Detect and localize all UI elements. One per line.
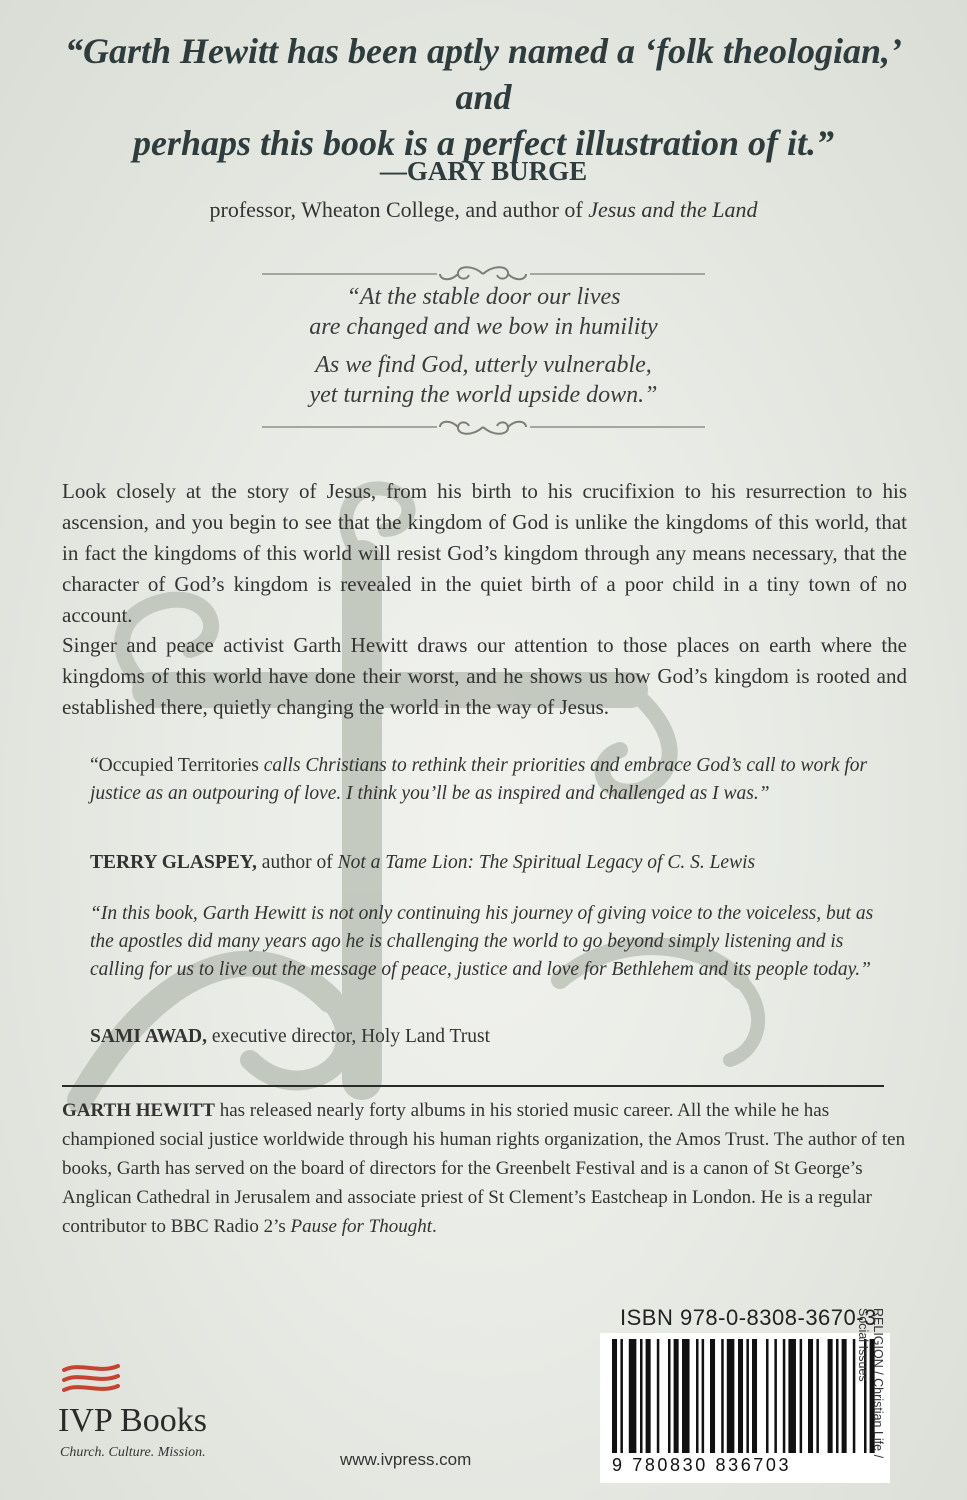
poem-stanza-1 — [100, 282, 867, 342]
endorsement-1-attribution — [90, 852, 900, 874]
lead-attribution-prefix: professor, Wheaton College, and author of — [209, 197, 589, 222]
author-bio-suffix: . — [431, 1216, 437, 1237]
lead-attribution-credentials — [60, 197, 907, 223]
author-bio — [62, 1096, 907, 1241]
lead-attribution-book-title: Jesus and the Land — [588, 197, 758, 222]
poem-line-2: are changed and we bow in humility — [309, 314, 658, 340]
endorsement-1-quote — [90, 752, 900, 808]
endorsement-2-text: “In this book, Garth Hewitt is not only continuing his journey of giving voice to the voiceless, but as the apostles did many years ago he is challenging the world to go beyond simply listening and is calling for us to live out the message of peace, justice and love for Bethlehem and its people today.” — [90, 903, 874, 980]
poem-line-4: yet turning the world upside down.” — [309, 382, 658, 408]
ornament-bottom-divider — [262, 415, 705, 439]
poem-line-1: “At the stable door our lives — [346, 284, 621, 310]
endorsement-1-role-prefix: author of — [256, 852, 338, 873]
endorsement-2-attribution — [90, 1026, 900, 1048]
endorsement-1-role-title: Not a Tame Lion: The Spiritual Legacy of C. S. Lewis — [337, 852, 756, 873]
lead-quote-line-1: “Garth Hewitt has been aptly named a ‘folk theologian,’ and — [64, 31, 903, 117]
category-line-2: Social Issues — [856, 1308, 870, 1382]
isbn-label: ISBN 978-0-8308-3670-3 — [620, 1305, 877, 1330]
author-bio-text: has released nearly forty albums in his storied music career. All the while he has championed social justice worldwide through his human rights organization, the Amos Trust. The author of ten books, Garth has served on the board of directors for the Greenbelt Festival and is a canon of St George’s Anglican Cathedral in Jerusalem and associate priest of St Clement’s Eastcheap in London. He is a regular contributor to BBC Radio 2’s — [62, 1100, 906, 1237]
endorsement-2-role: executive director, Holy Land Trust — [207, 1026, 491, 1047]
author-bio-show-title: Pause for Thought — [290, 1216, 432, 1237]
endorsement-1-book-title: “Occupied Territories — [90, 755, 259, 776]
lead-endorsement-quote — [60, 28, 907, 166]
category-label — [855, 1308, 885, 1488]
description-paragraph-2: Singer and peace activist Garth Hewitt draws our attention to those places on earth where the kingdoms of this world have done their worst, and he shows us how God’s kingdom is rooted and established there, quietly changing the world in the way of Jesus. — [62, 633, 907, 719]
endorsement-2-name: SAMI AWAD, — [90, 1026, 208, 1047]
lead-attribution: —GARY BURGE — [379, 156, 588, 186]
publisher-url[interactable]: www.ivpress.com — [340, 1450, 472, 1469]
lead-quote-line-2: perhaps this book is a perfect illustration of it.” — [132, 123, 835, 163]
publisher-tagline: Church. Culture. Mission. — [60, 1445, 206, 1460]
ivp-logo-icon — [60, 1360, 122, 1400]
section-divider-rule — [62, 1085, 884, 1087]
endorsement-1-name: TERRY GLASPEY, — [90, 852, 257, 873]
category-line-1: RELIGION / Christian Life / — [871, 1308, 885, 1459]
endorsement-2-quote — [90, 900, 900, 984]
author-bio-name: GARTH HEWITT — [62, 1100, 215, 1121]
poem-stanza-2 — [100, 350, 867, 410]
publisher-name: IVP Books — [58, 1402, 207, 1439]
endorsement-1-text: calls Christians to rethink their priorities and embrace God’s call to work for justice as an outpouring of love. I think you’ll be as inspired and challenged as I was.” — [90, 755, 868, 804]
poem-line-3: As we find God, utterly vulnerable, — [315, 352, 652, 378]
barcode-digits: 9 780830 836703 — [612, 1455, 792, 1475]
description-paragraph-1: Look closely at the story of Jesus, from his birth to his crucifixion to his resurrection to his ascension, and you begin to see that the kingdom of God is unlike the kingdoms of this world, that in fact the kingdoms of this world will resist God’s kingdom through any means necessary, that the character of God’s kingdom is revealed in the quiet birth of a poor child in a tiny town of no account. — [62, 479, 907, 627]
